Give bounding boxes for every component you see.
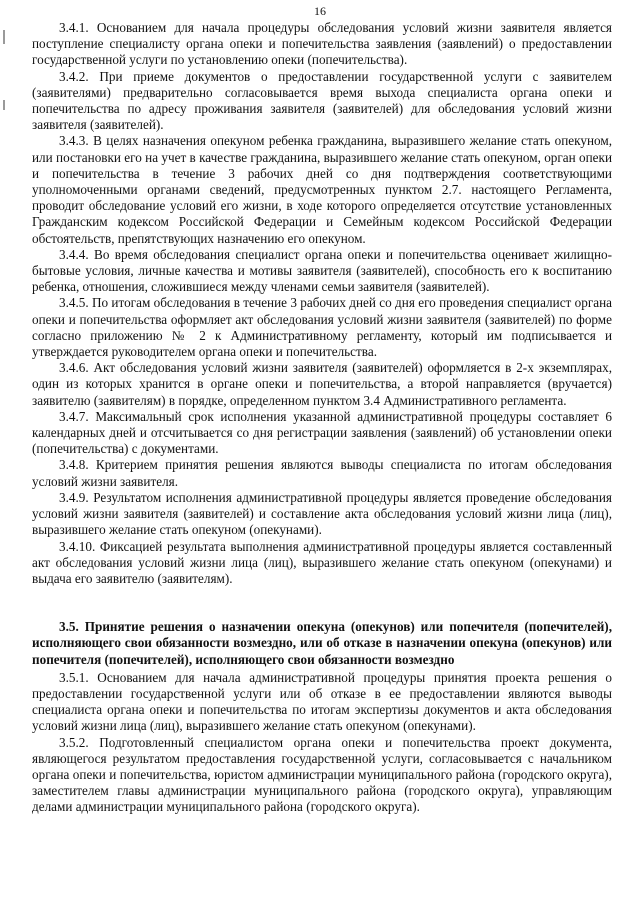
document-body [32, 20, 612, 816]
paragraph-3-4-1: 3.4.1. Основанием для начала процедуры обследования условий жизни заявителя является поступление специалисту органа опеки и попечительства заявления (заявлений) о предоставлении государственной услуги по установлению опеки (попечительства). [32, 20, 612, 68]
scan-edge-mark [3, 100, 5, 110]
paragraph-3-4-3: 3.4.3. В целях назначения опекуном ребенка гражданина, выразившего желание стать опекуном, или постановки его на учет в качестве гражданина, выразившего желание стать опекуном, орган опеки и попечительства в течение 3 рабочих дней со дня подтверждения соответствующими уполномоченными органами сведений, предусмотренных пунктом 2.7. настоящего Регламента, проводит обследование условий его жизни, в ходе которого определяется отсутствие установленных Гражданским кодексом Российской Федерации и Семейным кодексом Российской Федерации обстоятельств, препятствующих назначению его опекуном. [32, 133, 612, 246]
paragraph-3-4-4: 3.4.4. Во время обследования специалист органа опеки и попечительства оценивает жилищно-бытовые условия, личные качества и мотивы заявителя (заявителей), способность его к воспитанию ребенка, отношения, сложившиеся между членами семьи заявителя (заявителей). [32, 246, 612, 295]
paragraph-3-5-1: 3.5.1. Основанием для начала административной процедуры принятия проекта решения о предоставлении государственной услуги или об отказе в ее предоставлении являются выводы специалиста органа опеки и попечительства по итогам экспертизы документов и акта обследования условий жизни лица (лиц), выразившего желание стать опекуном (опекунами). [32, 669, 612, 734]
paragraph-3-4-9: 3.4.9. Результатом исполнения административной процедуры является проведение обследования условий жизни заявителя (заявителей) и составление акта обследования условий жизни лица (лиц), выразившего желание стать опекуном (опекунами). [32, 489, 612, 538]
paragraph-3-4-6: 3.4.6. Акт обследования условий жизни заявителя (заявителей) оформляется в 2-х экземплярах, один из которых хранится в органе опеки и попечительства, а второй направляется (вручается) заявителю (заявителям) в порядке, определенном пунктом 3.4 Административного регламента. [32, 360, 612, 408]
paragraph-3-4-5: 3.4.5. По итогам обследования в течение 3 рабочих дней со дня его проведения специалист органа опеки и попечительства оформляет акт обследования условий жизни заявителя (заявителей) по форме согласно приложению № 2 к Административному регламенту, который им подписывается и утверждается руководителем органа опеки и попечительства. [32, 295, 612, 360]
section-heading-3-5: 3.5. Принятие решения о назначении опекуна (опекунов) или попечителя (попечителей), исполняющего свои обязанности возмездно, или об отказе в назначении опекуна (опекунов) или попечителя (попечителей), исполняющего свои обязанности возмездно [32, 619, 612, 667]
page-number: 16 [314, 4, 326, 18]
paragraph-3-4-10: 3.4.10. Фиксацией результата выполнения административной процедуры является составленный акт обследования условий жизни лица (лиц), выразившего желание стать опекуном (опекунами) и выдача его заявителю (заявителям). [32, 538, 612, 586]
scan-edge-mark [3, 30, 5, 44]
paragraph-3-4-8: 3.4.8. Критерием принятия решения являются выводы специалиста по итогам обследования условий жизни заявителя. [32, 457, 612, 489]
paragraph-3-5-2: 3.5.2. Подготовленный специалистом органа опеки и попечительства проект документа, являющегося результатом предоставления государственной услуги, согласовывается с начальником органа опеки и попечительства, юристом администрации муниципального района (городского округа), заместителем главы администрации муниципального района (городского округа), управляющим делами администрации муниципального района (городского округа). [32, 734, 612, 815]
paragraph-3-4-2: 3.4.2. При приеме документов о предоставлении государственной услуги с заявителем (заявителями) предварительно согласовывается время выхода специалиста органа опеки и попечительства по адресу проживания заявителя (заявителей) для обследования условий жизни заявителя (заявителей). [32, 68, 612, 133]
paragraph-3-4-7: 3.4.7. Максимальный срок исполнения указанной административной процедуры составляет 6 календарных дней и отсчитывается со дня регистрации заявления (заявлений) об установлении опеки (попечительства) с документами. [32, 408, 612, 457]
